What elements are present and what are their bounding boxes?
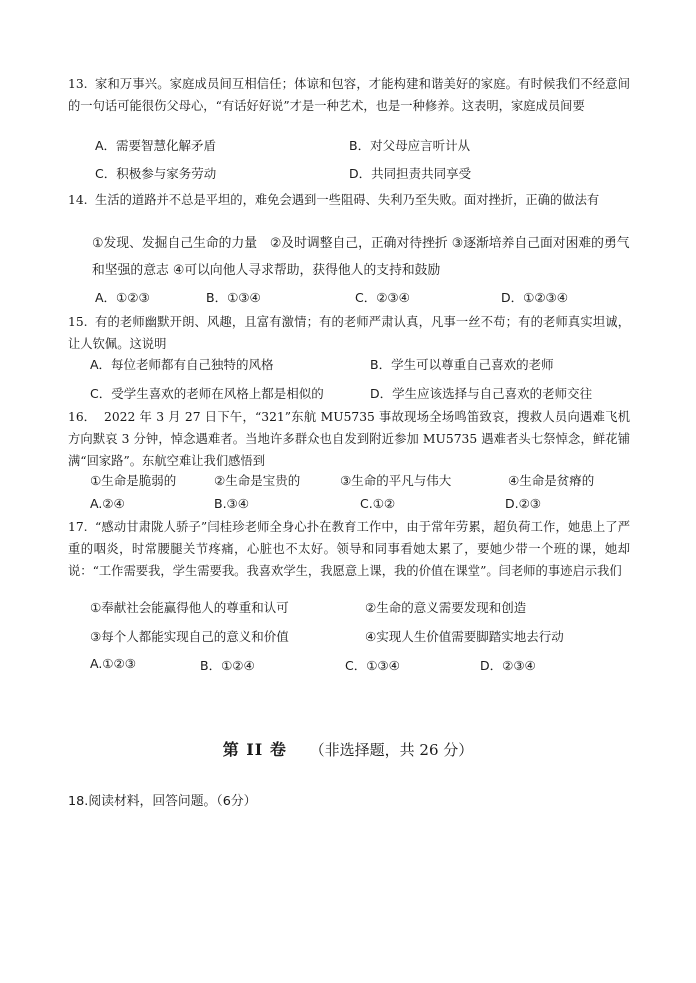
option-c: C．①③④ <box>345 658 400 673</box>
option-d: D．①②③④ <box>501 290 568 305</box>
question-number: 15. <box>68 315 88 329</box>
option-d: D．共同担责共同享受 <box>349 166 472 181</box>
question-stem: 生活的道路并不总是平坦的，难免会遇到一些阻碍、失利乃至失败。面对挫折，正确的做法有 <box>95 193 600 207</box>
statement-3: ③每个人都能实现自己的意义和价值 <box>90 629 289 644</box>
question-stem: 2022 年 3 月 27 日下午，“321”东航 MU5735 事故现场全场鸣笛致哀，搜救人员向遇难飞机方向默哀 3 分钟，悼念遇难者。当地许多群众也自发到附近参加 MU5735 遇难者头七祭悼念，鲜花铺满“回家路”。东航空难让我们感悟到 <box>68 410 630 468</box>
option-a: A.①②③ <box>90 656 136 671</box>
statement-4: ④生命是贫瘠的 <box>508 473 595 488</box>
statement-2: ②生命是宝贵的 <box>214 473 301 488</box>
option-d: D.②③ <box>505 496 542 511</box>
option-b: B.③④ <box>214 496 249 511</box>
question-14 <box>68 189 630 211</box>
question-17 <box>68 516 630 582</box>
question-14-statements: ①发现、发掘自己生命的力量 ②及时调整自己，正确对待挫折 ③逐渐培养自己面对困难的勇气和坚强的意志 ④可以向他人寻求帮助，获得他人的支持和鼓励 <box>92 236 630 278</box>
question-number: 14. <box>68 193 88 207</box>
option-b: B．①③④ <box>206 290 261 305</box>
option-c: C．②③④ <box>355 290 410 305</box>
option-a: A．每位老师都有自己独特的风格 <box>90 357 274 372</box>
option-a: A．需要智慧化解矛盾 <box>95 138 217 153</box>
question-number: 16． <box>68 410 96 424</box>
option-c: C.①② <box>360 496 396 511</box>
option-d: D．学生应该选择与自己喜欢的老师交往 <box>370 386 593 401</box>
option-a: A.②④ <box>90 496 125 511</box>
question-13 <box>68 73 630 117</box>
statement-3: ③生命的平凡与伟大 <box>340 473 452 488</box>
statement-1: ①奉献社会能赢得他人的尊重和认可 <box>90 600 289 615</box>
option-c: C．积极参与家务劳动 <box>95 166 217 181</box>
section-title-main: 第 II 卷 <box>222 740 287 759</box>
option-b: B．对父母应言听计从 <box>349 138 471 153</box>
question-16 <box>68 406 630 472</box>
option-c: C．受学生喜欢的老师在风格上都是相似的 <box>90 386 324 401</box>
option-a: A．①②③ <box>95 290 150 305</box>
question-number: 17. <box>68 520 88 534</box>
section-title-subtitle: （非选择题，共 26 分） <box>309 741 474 759</box>
option-b: B．①②④ <box>200 658 255 673</box>
section-title <box>0 737 696 760</box>
statement-2: ②生命的意义需要发现和创造 <box>365 600 527 615</box>
question-15 <box>68 311 630 355</box>
option-b: B．学生可以尊重自己喜欢的老师 <box>370 357 554 372</box>
statement-4: ④实现人生价值需要脚踏实地去行动 <box>365 629 564 644</box>
question-18: 18.阅读材料，回答问题。（6分） <box>68 794 257 809</box>
option-d: D．②③④ <box>480 658 536 673</box>
statement-1: ①生命是脆弱的 <box>90 473 177 488</box>
question-stem: “感动甘肃陇人骄子”闫桂珍老师全身心扑在教育工作中，由于常年劳累，超负荷工作，她患上了严重的咽炎，时常腰腿关节疼痛，心脏也不太好。领导和同事看她太累了，要她少带一个班的课，她却说：“工作需要我，学生需要我。我喜欢学生，我愿意上课，我的价值在课堂”。闫老师的事迹启示我们 <box>68 520 630 578</box>
question-stem: 有的老师幽默开朗、风趣，且富有激情；有的老师严肃认真，凡事一丝不苟；有的老师真实坦诚，让人钦佩。这说明 <box>68 315 630 351</box>
question-number: 13. <box>68 77 88 91</box>
question-stem: 家和万事兴。家庭成员间互相信任；体谅和包容，才能构建和谐美好的家庭。有时候我们不经意间的一句话可能很伤父母心，“有话好好说”才是一种艺术，也是一种修养。这表明，家庭成员间要 <box>68 77 630 113</box>
